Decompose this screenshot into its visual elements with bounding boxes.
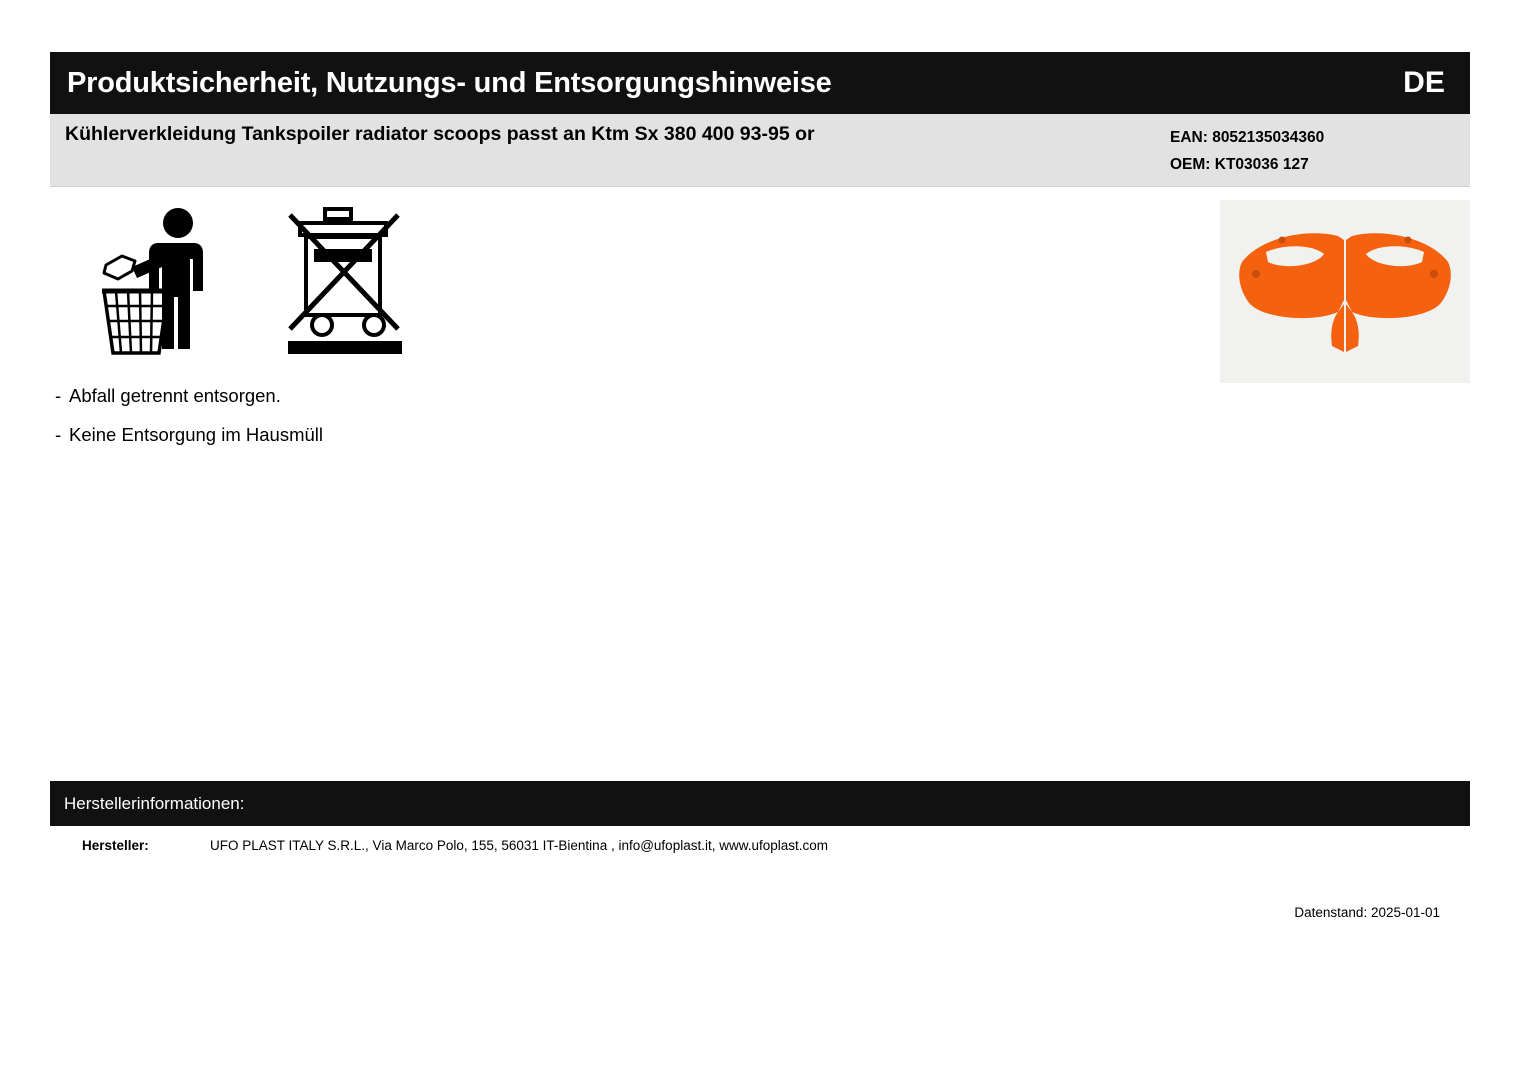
- list-item-label: Abfall getrennt entsorgen.: [69, 385, 281, 407]
- dispose-in-bin-icon: [92, 201, 222, 361]
- document-title-bar: [50, 52, 1470, 114]
- product-name: Kühlerverkleidung Tankspoiler radiator scoops passt an Ktm Sx 380 400 93-95 or: [65, 123, 815, 145]
- product-photo: [1220, 200, 1470, 383]
- safety-information-sheet: [50, 52, 1470, 920]
- list-item-label: Keine Entsorgung im Hausmüll: [69, 423, 323, 445]
- manufacturer-value: UFO PLAST ITALY S.R.L., Via Marco Polo, 155, 56031 IT-Bientina , info@ufoplast.it, www.ufoplast.com: [210, 838, 829, 854]
- manufacturer-label: Hersteller:: [82, 838, 149, 854]
- manufacturer-row: [50, 826, 1470, 853]
- language-badge: DE: [1403, 66, 1445, 99]
- manufacturer-section-header: Herstellerinformationen:: [50, 781, 1470, 826]
- list-bullet: -: [55, 423, 62, 445]
- product-info-bar: [50, 114, 1470, 187]
- document-body: [50, 187, 1470, 781]
- oem-code: OEM: KT03036 127: [1170, 156, 1309, 174]
- ean-code: EAN: 8052135034360: [1170, 129, 1325, 146]
- list-bullet: -: [55, 385, 62, 407]
- list-item: [55, 423, 323, 445]
- product-codes: [1160, 114, 1470, 186]
- list-item: [55, 387, 323, 406]
- page-title: Produktsicherheit, Nutzungs- und Entsorgungshinweise: [67, 66, 832, 99]
- datestamp: Datenstand: 2025-01-01: [1294, 905, 1440, 921]
- pictogram-group: [92, 201, 408, 361]
- disposal-notes: [55, 387, 323, 464]
- weee-crossed-out-wheelie-bin-icon: [278, 201, 408, 361]
